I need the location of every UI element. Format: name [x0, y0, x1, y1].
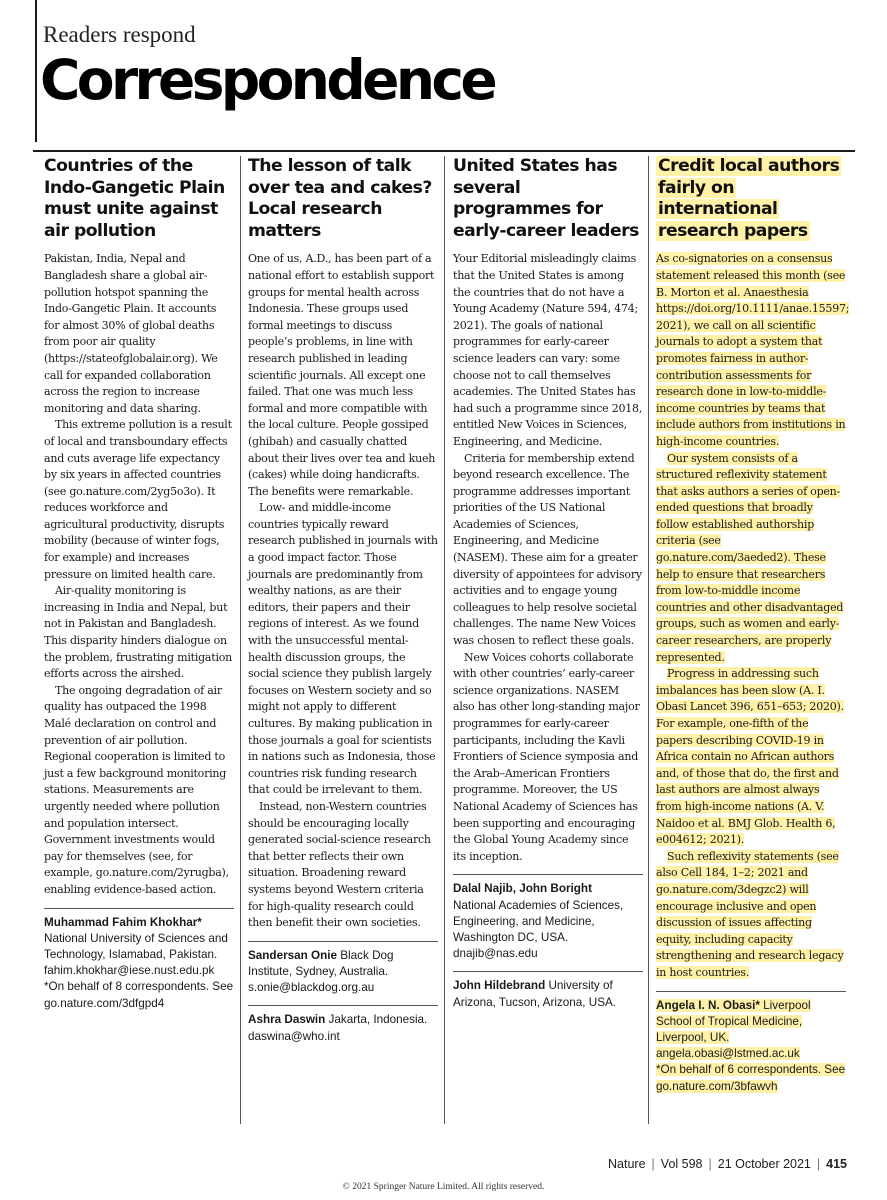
body-paragraph: New Voices cohorts collaborate with other countries’ early-career science organizations. NASEM also has other long-standing major programmes for early-career participants, including the Kavli Frontiers of Science symposia and the Arab–American Frontiers programme. Moreover, the US National Academy of Sciences has been supporting and encouraging the Global Young Academy since its inception.	[453, 650, 640, 863]
body-paragraph: Low- and middle-income countries typically reward research published in journals with a good impact factor. Those journals are predominantly from wealthy nations, as are their editors, their papers and their regions of interest. As we found with the unsuccessful mental-health discussion groups, the social science they publish largely focuses on Western society and so might not apply to different cultures. By making publication in those journals a goal for scientists in nations such as Indonesia, those countries risk funding research that could be irrelevant to them.	[248, 501, 438, 797]
author-name: Ashra Daswin	[248, 1013, 326, 1027]
body-paragraph	[656, 849, 846, 982]
author-email-link[interactable]: daswina@who.int	[248, 1029, 340, 1043]
author-divider	[656, 991, 846, 992]
author-name: Angela I. N. Obasi*	[656, 998, 760, 1012]
author-byline	[453, 881, 643, 962]
letter-body	[656, 251, 850, 981]
letter-credit-authors	[656, 156, 850, 1095]
volume-label: Vol 598	[660, 1157, 703, 1171]
author-divider	[248, 1005, 438, 1006]
author-divider	[453, 874, 643, 875]
author-affiliation: Black Dog Institute, Sydney, Australia.	[248, 948, 394, 978]
author-byline	[656, 998, 846, 1095]
left-frame-rule	[35, 0, 37, 142]
body-paragraph: This extreme pollution is a result of local and transboundary effects and cuts average life expectancy by six years in affected countries (see go.nature.com/2yg5o3o). It reduces workforce and agricultural productivity, disrupts mobility (because of winter fogs, for example) and increases pressure on limited health care.	[44, 418, 232, 581]
author-email-link[interactable]: fahim.khokhar@iese.nust.edu.pk	[44, 964, 215, 978]
body-paragraph	[656, 251, 850, 450]
body-paragraph: Pakistan, India, Nepal and Bangladesh share a global air-pollution hotspot spanning the Indo-Gangetic Plain. It accounts for almost 30% of global deaths from poor air quality (https://stateofglobalair.org). We call for expanded collaboration across the region to increase monitoring and data sharing.	[44, 252, 218, 415]
author-affiliation: University of Arizona, Tucson, Arizona, USA.	[453, 979, 617, 1009]
author-note: *On behalf of 8 correspondents. See go.nature.com/3dfgpd4	[44, 980, 234, 1010]
highlighted-text: Such reflexivity statements (see also Cell 184, 1–2; 2021 and go.nature.com/3degzc2) will encourage inclusive and open discussion of issues affecting equity, including capacity strengthening and research legacy in host countries.	[656, 849, 844, 979]
letter-air-pollution	[44, 156, 234, 1012]
author-note: *On behalf of 6 correspondents. See go.nature.com/3bfawvh	[656, 1063, 846, 1093]
body-paragraph	[656, 666, 846, 849]
body-paragraph: One of us, A.D., has been part of a national effort to establish support groups for mental health across Indonesia. These groups used formal meetings to discuss people’s problems, in line with research published in leading scientific journals. All except one failed. That one was much less formal and more compatible with the local culture. People gossiped (ghibah) and casually chatted about their lives over tea and kueh (cakes) while doing handicrafts. The benefits were remarkable.	[248, 252, 436, 498]
letter-body	[453, 251, 643, 865]
author-divider	[453, 971, 643, 972]
author-affiliation: Jakarta, Indonesia.	[325, 1013, 428, 1027]
author-divider	[44, 908, 234, 909]
body-paragraph	[656, 451, 846, 667]
author-byline	[453, 978, 643, 1010]
footer-separator: |	[816, 1157, 821, 1171]
body-paragraph: Your Editorial misleadingly claims that the United States is among the countries that do not have a Young Academy (Nature 594, 474; 2021). The goals of national programmes for early-career science leaders can vary: some choose not to call themselves academies. The United States has had such a programme since 2018, entitled New Voices in Sciences, Engineering, and Medicine.	[453, 252, 643, 448]
issue-date: 21 October 2021	[717, 1157, 811, 1171]
author-email-link[interactable]: s.onie@blackdog.org.au	[248, 981, 375, 995]
page-number: 415	[826, 1157, 847, 1171]
letter-headline: The lesson of talk over tea and cakes? Local research matters	[248, 156, 432, 241]
letter-body	[44, 251, 234, 898]
author-byline	[44, 915, 234, 1012]
footer-separator: |	[651, 1157, 655, 1171]
body-paragraph: Air-quality monitoring is increasing in India and Nepal, but not in Pakistan and Bangladesh. This disparity hinders dialogue on the problem, frustrating mitigation efforts across the airshed.	[44, 584, 233, 681]
journal-name: Nature	[608, 1157, 646, 1171]
highlighted-text: Progress in addressing such imbalances has been slow (A. I. Obasi Lancet 396, 651–653; 2020). For example, one-fifth of the papers describing COVID-19 in Africa contain no African authors and, of those that do, the first and last authors are almost always from high-income nations (A. V. Naidoo et al. BMJ Glob. Health 6, e004612; 2021).	[656, 667, 844, 847]
body-paragraph: The ongoing degradation of air quality has outpaced the 1998 Malé declaration on control and prevention of air pollution. Regional cooperation is limited to just a few background monitoring stations. Measurements are urgently needed where pollution and population intersect. Government investments would pay for themselves (see, for example, go.nature.com/2yrugba), enabling evidence-based action.	[44, 683, 229, 896]
author-name: John Hildebrand	[453, 979, 546, 993]
highlighted-text: As co-signatories on a consensus statement released this month (see B. Morton et al. Anaesthesia https://doi.org/10.1111/anae.15597; 2021), we call on all scientific journals to adopt a system that promotes fairness in author-contribution assessments for research done in low-to-middle-income countries by teams that include authors from institutions in high-income countries.	[656, 252, 850, 448]
footer-separator: |	[708, 1157, 712, 1171]
author-byline	[248, 948, 438, 997]
letter-early-career	[453, 156, 643, 1011]
column-divider	[648, 156, 649, 1124]
column-divider	[444, 156, 445, 1124]
author-email-link[interactable]: dnajib@nas.edu	[453, 947, 538, 961]
letter-headline: United States has several programmes for early-career leaders	[453, 156, 639, 241]
header-rule	[33, 150, 855, 152]
body-paragraph: Instead, non-Western countries should be encouraging locally generated social-science research that better reflects their own situation. Broadening reward systems beyond Western criteria for high-quality research could then benefit their own societies.	[248, 799, 431, 930]
author-affiliation: National University of Sciences and Technology, Islamabad, Pakistan.	[44, 931, 228, 961]
column-divider	[240, 156, 241, 1124]
author-name: Dalal Najib, John Boright	[453, 882, 592, 896]
author-name: Sandersan Onie	[248, 948, 337, 962]
letter-body	[248, 251, 438, 931]
author-affiliation: National Academies of Sciences, Engineering, and Medicine, Washington DC, USA.	[453, 898, 624, 944]
author-divider	[248, 941, 438, 942]
copyright-notice: © 2021 Springer Nature Limited. All rights reserved.	[342, 1182, 545, 1192]
page-title: Correspondence	[40, 48, 495, 112]
body-paragraph: Criteria for membership extend beyond research excellence. The programme addresses important priorities of the US National Academies of Sciences, Engineering, and Medicine (NASEM). These aim for a greater diversity of appointees for advisory activities and to engage young colleagues to help resolve societal challenges. The name New Voices was chosen to reflect these goals.	[453, 451, 642, 648]
section-kicker: Readers respond	[43, 22, 196, 47]
author-name: Muhammad Fahim Khokhar*	[44, 915, 202, 929]
letter-headline: Countries of the Indo-Gangetic Plain must unite against air pollution	[44, 156, 225, 241]
author-affiliation: Liverpool School of Tropical Medicine, Liverpool, UK.	[656, 998, 811, 1044]
highlighted-headline: Credit local authors fairly on international research papers	[658, 156, 840, 241]
author-email-link[interactable]: angela.obasi@lstmed.ac.uk	[656, 1047, 800, 1061]
letter-local-research	[248, 156, 438, 1045]
page-footer	[608, 1157, 847, 1171]
author-byline	[248, 1012, 438, 1044]
letter-headline	[656, 156, 846, 242]
highlighted-text: Our system consists of a structured reflexivity statement that asks authors a series of open-ended questions that broadly follow established authorship criteria (see go.nature.com/3aeded2). These help to ensure that researchers from low-to-middle income countries and other disadvantaged groups, such as women and early-career researchers, are properly represented.	[656, 451, 844, 664]
